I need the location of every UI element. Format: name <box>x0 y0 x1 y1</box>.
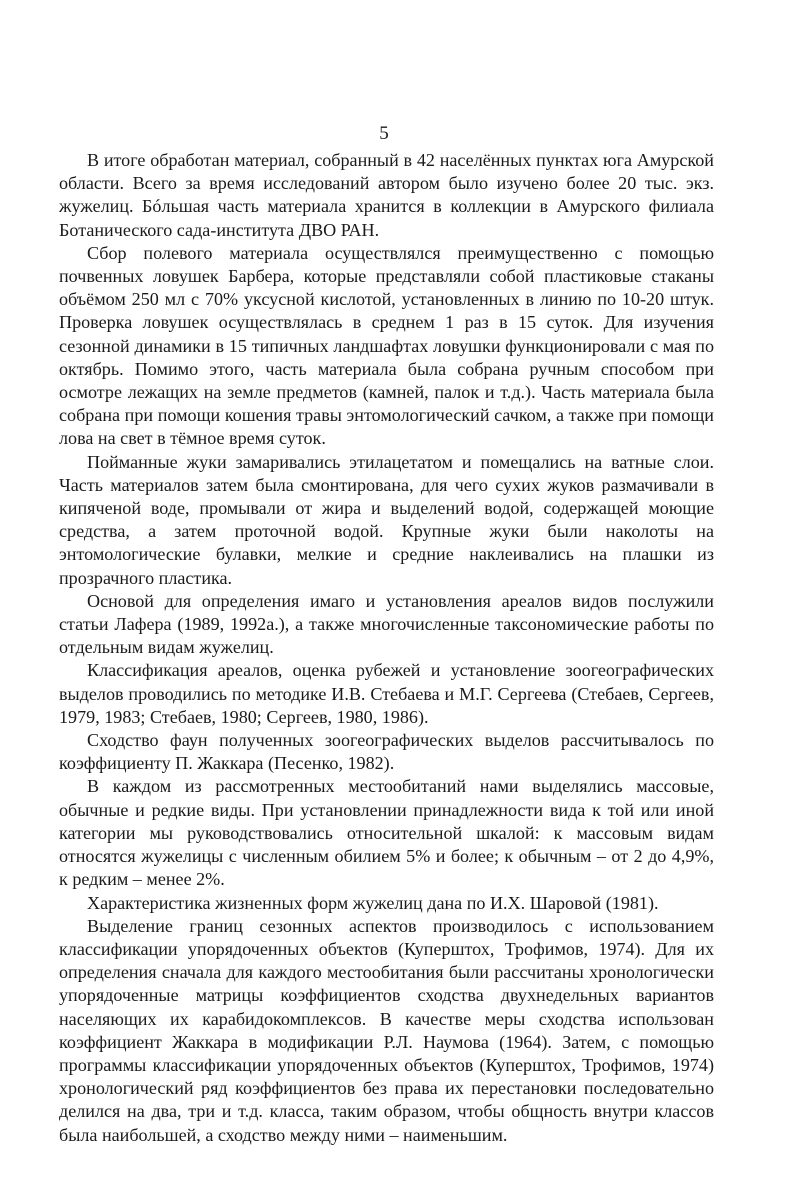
page-number: 5 <box>379 123 389 144</box>
text-body <box>59 149 714 1147</box>
paragraph-material-summary: В итоге обработан материал, собранный в 42 населённых пунктах юга Амурской области. Всего за время исследований автором было изучено более 20 тыс. экз. жужелиц. Бóльшая часть материала хранится в коллекции в Амурского филиала Ботанического сада-института ДВО РАН. <box>59 150 714 240</box>
paragraph-identification-sources: Основой для определения имаго и установления ареалов видов послужили статьи Лафера (1989, 1992а.), а также многочисленные таксономические работы по отдельным видам жужелиц. <box>59 590 714 658</box>
paragraph-specimen-preparation: Пойманные жуки замаривались этилацетатом и помещались на ватные слои. Часть материалов затем была смонтирована, для чего сухих жуков размачивали в кипяченой воде, промывали от жира и выделений водой, содержащей моющие средства, а затем проточной водой. Крупные жуки были наколоты на энтомологические булавки, мелкие и средние наклеивались на плашки из прозрачного пластика. <box>59 451 714 588</box>
paragraph-life-forms: Характеристика жизненных форм жужелиц дана по И.Х. Шаровой (1981). <box>87 892 659 913</box>
paragraph-abundance-categories: В каждом из рассмотренных местообитаний нами выделялись массовые, обычные и редкие виды. При установлении принадлежности вида к той или иной категории мы руководствовались относительной шкалой: к массовым видам относятся жужелицы с численным обилием 5% и более; к обычным – от 2 до 4,9%, к редким – менее 2%. <box>59 776 714 890</box>
paragraph-range-classification: Классификация ареалов, оценка рубежей и установление зоогеографических выделов проводились по методике И.В. Стебаева и М.Г. Сергеева (Стебаев, Сергеев, 1979, 1983; Стебаев, 1980; Сергеев, 1980, 1986). <box>59 660 714 727</box>
paragraph-field-collection: Сбор полевого материала осуществлялся преимущественно с помощью почвенных ловушек Барбера, которые представляли собой пластиковые стаканы объёмом 250 мл с 70% уксусной кислотой, установленных в линию по 10-20 штук. Проверка ловушек осуществлялась в среднем 1 раз в 15 суток. Для изучения сезонной динамики в 15 типичных ландшафтах ловушки функционировали с мая по октябрь. Помимо этого, часть материала была собрана ручным способом при осмотре лежащих на земле предметов (камней, палок и т.д.). Часть материала была собрана при помощи кошения травы энтомологический сачком, а также при помощи лова на свет в тёмное время суток. <box>59 242 714 449</box>
paragraph-fauna-similarity: Сходство фаун полученных зоогеографических выделов рассчитывалось по коэффициенту П. Жаккара (Песенко, 1982). <box>59 730 714 774</box>
paragraph-seasonal-aspects: Выделение границ сезонных аспектов производилось с использованием классификации упорядоченных объектов (Куперштох, Трофимов, 1974). Для их определения сначала для каждого местообитания были рассчитаны хронологически упорядоченные матрицы коэффициентов сходства двухнедельных вариантов населяющих их карабидокомплексов. В качестве меры сходства использован коэффициент Жаккара в модификации Р.Л. Наумова (1964). Затем, с помощью программы классификации упорядоченных объектов (Куперштох, Трофимов, 1974) хронологический ряд коэффициентов без права их перестановки последовательно делился на два, три и т.д. класса, таким образом, чтобы общность внутри классов была наибольшей, а сходство между ними – наименьшим. <box>59 915 714 1145</box>
